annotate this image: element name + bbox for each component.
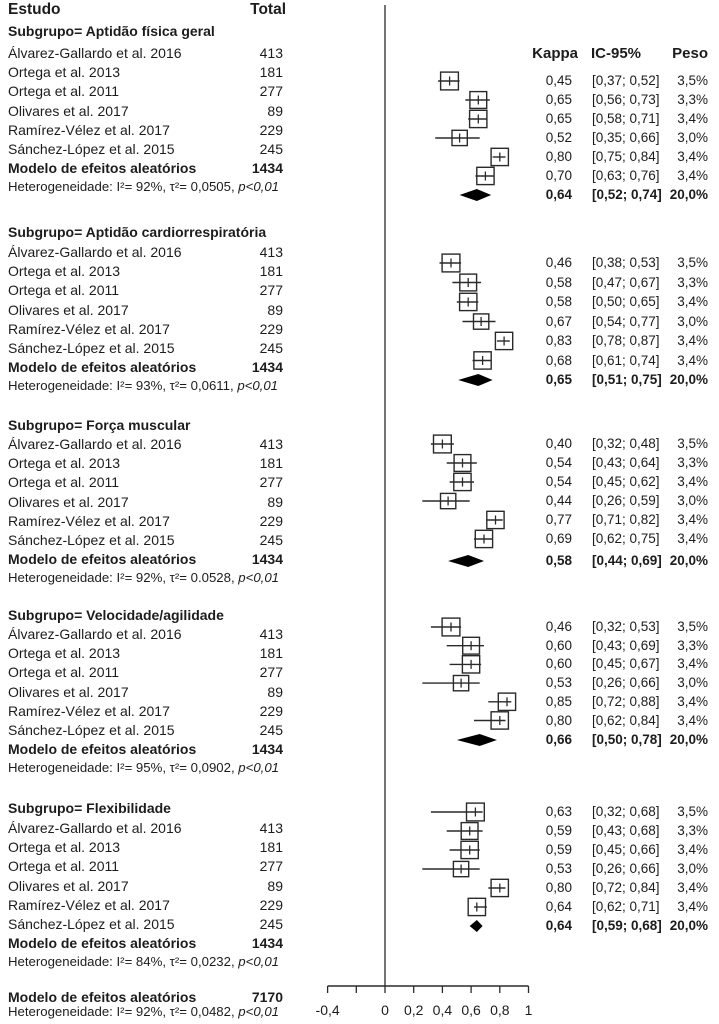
model-weight-value: 20,0% [669, 553, 708, 568]
model-weight-value: 20,0% [669, 372, 708, 387]
ci-value: [0,32; 0,48] [592, 436, 660, 451]
heterogeneity-line [8, 378, 278, 394]
study-total: 413 [259, 436, 283, 452]
study-name: Olivares et al. 2017 [8, 683, 129, 700]
study-name: Álvarez-Gallardo et al. 2016 [8, 45, 182, 61]
model-weight-value: 20,0% [669, 918, 708, 933]
weight-value: 3,4% [677, 294, 708, 309]
ci-value: [0,62; 0,75] [592, 531, 660, 546]
model-kappa-value: 0,66 [545, 732, 572, 747]
kappa-value: 0,83 [545, 333, 572, 348]
study-name: Ortega et al. 2013 [8, 645, 121, 662]
het-stats-text: Heterogeneidade: I²= 95%, τ²= 0,0902, [8, 760, 239, 776]
ci-value: [0,32; 0,53] [592, 619, 660, 634]
study-total: 89 [267, 877, 283, 894]
subgroup-header: Subgrupo= Força muscular [8, 417, 191, 433]
study-name: Ramírez-Vélez et al. 2017 [8, 896, 170, 913]
weight-value: 3,4% [677, 149, 708, 164]
weight-value: 3,4% [677, 693, 708, 709]
x-axis-tick-label: 0,4 [432, 1002, 453, 1018]
ic95-column-header: IC-95% [591, 45, 642, 62]
heterogeneity-line [8, 954, 279, 970]
study-name: Ortega et al. 2011 [8, 83, 120, 100]
model-total: 1434 [251, 359, 283, 376]
kappa-value: 0,53 [545, 675, 572, 691]
study-total: 245 [259, 141, 283, 157]
subgroup-header: Subgrupo= Aptidão física geral [8, 23, 215, 39]
model-label: Modelo de efeitos aleatórios [8, 160, 197, 177]
weight-value: 3,3% [677, 92, 708, 107]
model-label: Modelo de efeitos aleatórios [8, 935, 197, 952]
ci-value: [0,72; 0,84] [592, 880, 660, 895]
weight-value: 3,5% [677, 255, 708, 270]
overall-model-label: Modelo de efeitos aleatórios [8, 989, 197, 1005]
kappa-value: 0,59 [545, 842, 572, 857]
kappa-value: 0,59 [545, 823, 572, 838]
ci-value: [0,47; 0,67] [592, 274, 660, 290]
study-name: Ortega et al. 2013 [8, 455, 121, 472]
ci-value: [0,50; 0,65] [592, 294, 660, 309]
study-name: Ramírez-Vélez et al. 2017 [8, 320, 170, 337]
study-total: 245 [259, 722, 283, 738]
kappa-value: 0,69 [545, 531, 572, 546]
kappa-value: 0,60 [545, 637, 572, 653]
x-axis-tick-label: -0,4 [315, 1002, 340, 1018]
study-name: Ramírez-Vélez et al. 2017 [8, 512, 170, 529]
study-name: Sánchez-López et al. 2015 [8, 916, 175, 932]
kappa-value: 0,46 [545, 619, 572, 634]
ci-value: [0,26; 0,59] [592, 493, 660, 508]
subgroup-header: Subgrupo= Flexibilidade [8, 800, 171, 816]
heterogeneity-line [8, 179, 279, 195]
pooled-diamond [460, 189, 492, 201]
study-total: 413 [259, 244, 283, 260]
x-axis-tick-label: 0 [381, 1002, 389, 1018]
kappa-value: 0,68 [545, 352, 572, 368]
kappa-value: 0,45 [545, 73, 572, 88]
weight-value: 3,4% [677, 333, 708, 348]
kappa-value: 0,53 [545, 861, 572, 876]
weight-value: 3,5% [677, 436, 708, 451]
x-axis-tick-label: 0,8 [490, 1002, 510, 1018]
study-total: 277 [259, 282, 283, 299]
study-total: 181 [259, 455, 283, 472]
ci-value: [0,62; 0,84] [592, 712, 660, 728]
study-name: Ortega et al. 2011 [8, 282, 120, 299]
study-total: 229 [259, 512, 283, 529]
kappa-value: 0,80 [545, 149, 572, 164]
weight-value: 3,4% [677, 168, 708, 183]
weight-value: 3,3% [677, 823, 708, 838]
kappa-value: 0,44 [545, 493, 572, 508]
weight-value: 3,4% [677, 531, 708, 546]
weight-value: 3,3% [677, 274, 708, 290]
kappa-value: 0,85 [545, 693, 572, 709]
study-total: 89 [267, 683, 283, 700]
kappa-value: 0,63 [545, 804, 572, 819]
ci-value: [0,71; 0,82] [592, 512, 660, 527]
model-ci-value: [0,51; 0,75] [592, 372, 662, 387]
weight-value: 3,5% [677, 804, 708, 819]
model-label: Modelo de efeitos aleatórios [8, 741, 197, 758]
study-name: Sánchez-López et al. 2015 [8, 340, 175, 356]
het-pvalue-text: p<0,01 [238, 570, 279, 586]
weight-value: 3,0% [677, 861, 708, 876]
ci-value: [0,45; 0,66] [592, 842, 660, 857]
study-name: Álvarez-Gallardo et al. 2016 [8, 244, 182, 260]
model-weight-value: 20,0% [669, 732, 708, 747]
study-total: 89 [267, 102, 283, 119]
study-total: 277 [259, 474, 283, 491]
ci-value: [0,38; 0,53] [592, 255, 660, 270]
ci-value: [0,78; 0,87] [592, 333, 660, 348]
study-total: 245 [259, 340, 283, 356]
weight-value: 3,0% [677, 313, 708, 329]
study-total: 89 [267, 301, 283, 318]
ci-value: [0,75; 0,84] [592, 149, 660, 164]
ci-value: [0,56; 0,73] [592, 92, 660, 107]
weight-value: 3,3% [677, 637, 708, 653]
model-ci-value: [0,44; 0,69] [592, 553, 662, 568]
ci-value: [0,62; 0,71] [592, 899, 660, 914]
model-ci-value: [0,52; 0,74] [592, 187, 662, 202]
ci-value: [0,43; 0,69] [592, 637, 660, 653]
study-name: Ortega et al. 2011 [8, 858, 120, 875]
subgroup-header: Subgrupo= Aptidão cardiorrespiratória [8, 224, 267, 240]
kappa-value: 0,54 [545, 474, 572, 489]
study-name: Ortega et al. 2013 [8, 263, 121, 280]
ci-value: [0,61; 0,74] [592, 352, 660, 368]
kappa-column-header: Kappa [532, 45, 578, 62]
weight-value: 3,0% [677, 130, 708, 145]
total-column-header: Total [250, 1, 286, 18]
study-total: 413 [259, 45, 283, 61]
x-axis-tick-label: 1 [524, 1002, 533, 1018]
weight-value: 3,4% [677, 474, 708, 489]
model-label: Modelo de efeitos aleatórios [8, 551, 197, 568]
ci-value: [0,45; 0,62] [592, 474, 660, 489]
het-pvalue-text: p<0,01 [238, 760, 279, 776]
study-name: Sánchez-López et al. 2015 [8, 141, 175, 157]
kappa-value: 0,70 [545, 168, 572, 183]
study-total: 277 [259, 664, 283, 681]
study-name: Sánchez-López et al. 2015 [8, 722, 175, 738]
pooled-diamond [457, 734, 497, 746]
model-kappa-value: 0,58 [545, 553, 572, 568]
study-total: 181 [259, 645, 283, 662]
ci-value: [0,43; 0,68] [592, 823, 660, 838]
het-pvalue-text: p<0,01 [238, 954, 279, 970]
model-kappa-value: 0,65 [545, 372, 572, 387]
study-name: Ramírez-Vélez et al. 2017 [8, 702, 170, 719]
study-name: Álvarez-Gallardo et al. 2016 [8, 626, 182, 642]
ci-value: [0,35; 0,66] [592, 130, 660, 145]
ci-value: [0,26; 0,66] [592, 861, 660, 876]
het-pvalue-text: p<0,01 [238, 179, 279, 195]
study-name: Olivares et al. 2017 [8, 301, 129, 318]
weight-value: 3,4% [677, 842, 708, 857]
model-ci-value: [0,59; 0,68] [592, 918, 662, 933]
het-stats-text: Heterogeneidade: I²= 93%, τ²= 0,0611, [8, 378, 238, 394]
study-total: 229 [259, 121, 283, 138]
study-total: 245 [259, 916, 283, 932]
heterogeneity-line [8, 760, 279, 776]
study-name: Olivares et al. 2017 [8, 102, 129, 119]
model-kappa-value: 0,64 [545, 918, 572, 933]
kappa-value: 0,80 [545, 712, 572, 728]
study-total: 229 [259, 896, 283, 913]
kappa-value: 0,52 [545, 130, 572, 145]
study-name: Ortega et al. 2011 [8, 664, 120, 681]
kappa-value: 0,58 [545, 274, 572, 290]
weight-value: 3,0% [677, 675, 708, 691]
ci-value: [0,63; 0,76] [592, 168, 660, 183]
model-total: 1434 [251, 741, 283, 758]
ci-value: [0,32; 0,68] [592, 804, 660, 819]
weight-value: 3,4% [677, 352, 708, 368]
study-name: Ortega et al. 2013 [8, 839, 121, 856]
pooled-diamond [470, 920, 483, 932]
weight-value: 3,0% [677, 493, 708, 508]
kappa-value: 0,40 [545, 436, 572, 451]
weight-value: 3,4% [677, 656, 708, 672]
model-total: 1434 [251, 160, 283, 177]
ci-value: [0,58; 0,71] [592, 111, 660, 126]
het-stats-text: Heterogeneidade: I²= 92%, τ²= 0.0528, [8, 570, 239, 586]
estudo-column-header: Estudo [8, 1, 61, 18]
study-total: 229 [259, 702, 283, 719]
kappa-value: 0,46 [545, 255, 572, 270]
kappa-value: 0,60 [545, 656, 572, 672]
pooled-diamond [458, 374, 492, 386]
model-total: 1434 [251, 551, 283, 568]
het-pvalue-text: p<0,01 [238, 1004, 279, 1019]
weight-value: 3,4% [677, 512, 708, 527]
weight-value: 3,3% [677, 455, 708, 470]
weight-value: 3,4% [677, 899, 708, 914]
model-ci-value: [0,50; 0,78] [592, 732, 662, 747]
weight-value: 3,4% [677, 712, 708, 728]
study-total: 245 [259, 532, 283, 548]
het-pvalue-text: p<0,01 [237, 378, 279, 394]
ci-value: [0,72; 0,88] [592, 693, 660, 709]
study-total: 413 [259, 820, 283, 836]
model-total: 1434 [251, 935, 283, 952]
ci-value: [0,54; 0,77] [592, 313, 660, 329]
kappa-value: 0,58 [545, 294, 572, 309]
study-name: Ramírez-Vélez et al. 2017 [8, 121, 170, 138]
study-total: 89 [267, 493, 283, 510]
study-total: 277 [259, 83, 283, 100]
study-total: 181 [259, 64, 283, 81]
het-stats-text: Heterogeneidade: I²= 92%, τ²= 0,0482, [8, 1004, 239, 1019]
peso-column-header: Peso [672, 45, 708, 62]
overall-model-total: 7170 [251, 989, 283, 1005]
kappa-value: 0,65 [545, 111, 572, 126]
study-name: Sánchez-López et al. 2015 [8, 532, 175, 548]
ci-value: [0,37; 0,52] [592, 73, 660, 88]
ci-value: [0,43; 0,64] [592, 455, 660, 470]
heterogeneity-line [8, 570, 279, 586]
kappa-value: 0,80 [545, 880, 572, 895]
study-name: Olivares et al. 2017 [8, 493, 129, 510]
overall-heterogeneity-line [8, 1004, 279, 1020]
study-total: 181 [259, 839, 283, 856]
x-axis-tick-label: 0,2 [403, 1002, 424, 1018]
study-total: 413 [259, 626, 283, 642]
kappa-value: 0,64 [545, 899, 572, 914]
ci-value: [0,45; 0,67] [592, 656, 660, 672]
study-name: Olivares et al. 2017 [8, 877, 129, 894]
subgroup-header: Subgrupo= Velocidade/agilidade [8, 607, 224, 623]
ci-value: [0,26; 0,66] [592, 675, 660, 691]
model-label: Modelo de efeitos aleatórios [8, 359, 197, 376]
model-kappa-value: 0,64 [545, 187, 572, 202]
weight-value: 3,5% [677, 619, 708, 634]
model-weight-value: 20,0% [669, 187, 708, 202]
study-name: Ortega et al. 2013 [8, 64, 121, 81]
kappa-value: 0,77 [545, 512, 572, 527]
kappa-value: 0,67 [545, 313, 572, 329]
study-name: Álvarez-Gallardo et al. 2016 [8, 820, 182, 836]
study-total: 181 [259, 263, 283, 280]
x-axis-tick-label: 0,6 [461, 1002, 481, 1018]
pooled-diamond [448, 555, 484, 567]
weight-value: 3,4% [677, 880, 708, 895]
study-total: 229 [259, 320, 283, 337]
kappa-value: 0,65 [545, 92, 572, 107]
het-stats-text: Heterogeneidade: I²= 92%, τ²= 0,0505, [8, 179, 239, 195]
study-name: Álvarez-Gallardo et al. 2016 [8, 436, 182, 452]
het-stats-text: Heterogeneidade: I²= 84%, τ²= 0,0232, [8, 954, 239, 970]
study-total: 277 [259, 858, 283, 875]
kappa-value: 0,54 [545, 455, 572, 470]
study-name: Ortega et al. 2011 [8, 474, 120, 491]
weight-value: 3,5% [677, 73, 708, 88]
weight-value: 3,4% [677, 111, 708, 126]
